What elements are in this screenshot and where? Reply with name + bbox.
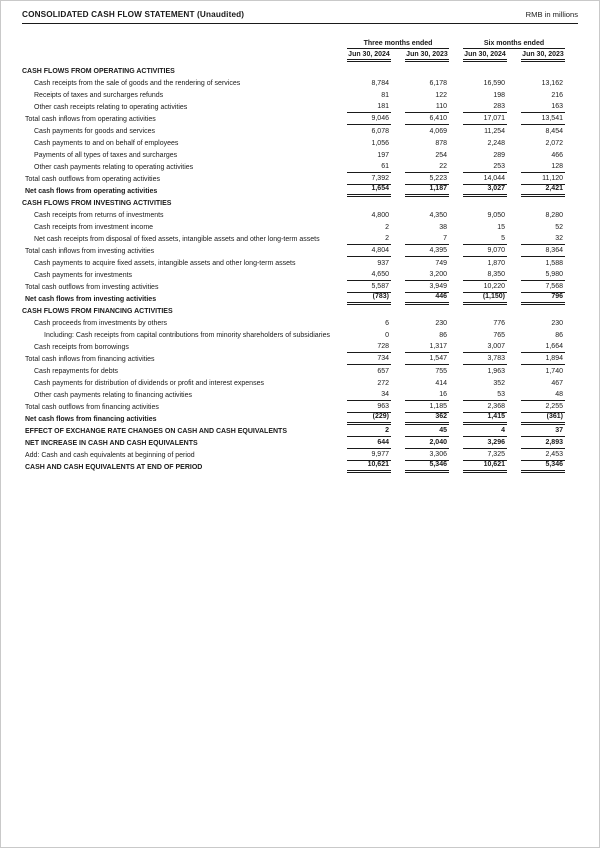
row-value: 2,248 [487,140,505,147]
column-date-header: Jun 30, 2023 [521,51,565,62]
row-value: 3,296 [463,437,507,449]
row-value: 734 [347,353,391,365]
row-value: 657 [377,368,389,375]
table-row [22,437,578,449]
row-value: 53 [463,389,507,401]
row-value: 466 [551,152,563,159]
row-value: 254 [435,152,447,159]
row-value: 878 [435,140,447,147]
table-row [22,377,578,389]
row-value: 1,185 [405,401,449,413]
row-label: Net cash flows from operating activities [25,188,158,195]
row-value: 86 [555,332,563,339]
row-value: 352 [493,380,505,387]
table-row [22,317,578,329]
table-row [22,329,578,341]
row-value: 7,325 [463,449,507,461]
row-value: 414 [435,380,447,387]
row-label: Receipts of taxes and surcharges refunds [34,92,164,99]
row-value: 10,621 [347,459,391,473]
row-value: 1,664 [521,341,565,353]
row-value: 283 [463,101,507,113]
currency-unit-note: RMB in millions [525,10,578,19]
row-value: 728 [347,341,391,353]
row-value: 2 [385,224,389,231]
row-value: 4,350 [429,212,447,219]
row-value: 1,894 [521,353,565,365]
row-label: Total cash outflows from investing activities [25,284,159,291]
table-row [22,197,578,209]
row-value: 9,050 [487,212,505,219]
row-value: 37 [521,425,565,437]
row-value: 13,541 [521,113,565,125]
row-value: 2,453 [521,449,565,461]
table-row [22,185,578,197]
row-value: 9,977 [347,449,391,461]
row-value: 2,893 [521,437,565,449]
row-label: CASH FLOWS FROM OPERATING ACTIVITIES [22,68,175,75]
row-label: Net cash flows from investing activities [25,296,157,303]
row-label: Total cash outflows from operating activities [25,176,161,183]
row-value: 4,069 [429,128,447,135]
column-date-header-row [22,51,578,62]
row-value: 22 [405,161,449,173]
row-label: Cash payments to and on behalf of employees [34,140,179,147]
table-row [22,113,578,125]
table-row [22,149,578,161]
row-value: 198 [493,92,505,99]
row-value: (361) [521,411,565,425]
row-value: 38 [439,224,447,231]
table-row [22,257,578,269]
row-value: 5 [463,233,507,245]
row-value: 796 [521,291,565,305]
period-group-header: Six months ended [463,40,565,49]
row-value: 5,223 [405,173,449,185]
row-value: 6 [385,320,389,327]
table-row [22,221,578,233]
row-label: Cash receipts from borrowings [34,344,129,351]
row-label: Cash receipts from investment income [34,224,154,231]
table-row [22,161,578,173]
row-label: Total cash inflows from operating activities [25,116,156,123]
row-value: 467 [551,380,563,387]
row-value: 963 [347,401,391,413]
row-value: (1,150) [463,291,507,305]
row-value: 1,056 [371,140,389,147]
row-value: 17,071 [463,113,507,125]
row-value: 14,044 [463,173,507,185]
row-value: 776 [493,320,505,327]
row-value: 4,804 [347,245,391,257]
row-value: 2 [347,233,391,245]
row-value: 6,078 [371,128,389,135]
row-value: 446 [405,291,449,305]
row-value: 765 [493,332,505,339]
column-date-header: Jun 30, 2024 [347,51,391,62]
row-value: 749 [435,260,447,267]
row-value: 1,415 [463,411,507,425]
row-value: 7 [405,233,449,245]
row-value: 122 [435,92,447,99]
column-date-header: Jun 30, 2023 [405,51,449,62]
row-value: 11,254 [484,128,505,135]
period-group-header-row [22,40,578,49]
row-value: 32 [521,233,565,245]
row-label: Cash payments to acquire fixed assets, intangible assets and other long-term assets [34,260,296,267]
row-value: 1,317 [405,341,449,353]
table-row [22,269,578,281]
row-value: 8,454 [545,128,563,135]
row-label: Payments of all types of taxes and surcharges [34,152,178,159]
table-row [22,425,578,437]
row-value: 8,280 [545,212,563,219]
row-value: 6,178 [429,80,447,87]
row-value: 10,621 [463,459,507,473]
row-value: 937 [377,260,389,267]
row-value: 272 [377,380,389,387]
row-label: Cash repayments for debts [34,368,119,375]
page-title: CONSOLIDATED CASH FLOW STATEMENT (Unaudited) [22,10,245,19]
row-label: Total cash inflows from financing activities [25,356,155,363]
row-value: 3,949 [405,281,449,293]
row-value: 1,963 [487,368,505,375]
table-row [22,77,578,89]
statement-header [22,10,578,24]
column-date-header: Jun 30, 2024 [463,51,507,62]
row-value: 128 [521,161,565,173]
row-value: 362 [405,411,449,425]
table-row [22,89,578,101]
row-value: 45 [405,425,449,437]
row-label: Total cash inflows from investing activities [25,248,155,255]
row-value: 163 [521,101,565,113]
row-value: 8,364 [521,245,565,257]
row-value: 16,590 [483,80,505,87]
row-value: 3,306 [405,449,449,461]
row-value: 7,568 [521,281,565,293]
row-value: 3,783 [463,353,507,365]
row-value: 2,368 [463,401,507,413]
row-value: 230 [551,320,563,327]
table-row [22,125,578,137]
table-row [22,461,578,473]
row-label: Add: Cash and cash equivalents at beginning of period [25,452,195,459]
row-value: 197 [377,152,389,159]
row-value: 1,187 [405,183,449,197]
row-value: 3,027 [463,183,507,197]
row-value: (229) [347,411,391,425]
row-value: 2,421 [521,183,565,197]
row-value: 16 [405,389,449,401]
row-label: NET INCREASE IN CASH AND CASH EQUIVALENTS [25,440,198,447]
row-label: Other cash payments relating to financing activities [34,392,192,399]
row-value: 48 [521,389,565,401]
table-row [22,413,578,425]
row-value: 3,200 [405,269,449,281]
cash-flow-table [22,65,578,473]
row-label: Cash payments for investments [34,272,133,279]
row-label: CASH FLOWS FROM INVESTING ACTIVITIES [22,200,172,207]
row-label: Cash receipts from the sale of goods and the rendering of services [34,80,241,87]
row-label: Cash proceeds from investments by others [34,320,168,327]
row-label: EFFECT OF EXCHANGE RATE CHANGES ON CASH AND CASH EQUIVALENTS [25,428,287,435]
row-label: Including: Cash receipts from capital contributions from minority shareholders of subsidiaries [44,332,330,339]
row-value: 1,547 [405,353,449,365]
row-value: 2 [347,425,391,437]
row-label: Cash payments for distribution of dividends or profit and interest expenses [34,380,264,387]
row-value: 6,410 [405,113,449,125]
table-row [22,209,578,221]
row-value: 2,072 [545,140,563,147]
row-value: 52 [555,224,563,231]
row-label: CASH FLOWS FROM FINANCING ACTIVITIES [22,308,173,315]
row-value: 5,346 [521,459,565,473]
row-value: 34 [347,389,391,401]
row-value: 216 [551,92,563,99]
row-value: 10,220 [463,281,507,293]
row-value: 86 [439,332,447,339]
row-value: 110 [405,101,449,113]
table-row [22,65,578,77]
row-value: 11,120 [521,173,565,185]
row-value: 253 [463,161,507,173]
row-value: 230 [435,320,447,327]
row-label: Cash payments for goods and services [34,128,156,135]
row-value: 7,392 [347,173,391,185]
row-value: 8,350 [463,269,507,281]
table-row [22,305,578,317]
row-value: 13,162 [541,80,563,87]
table-row [22,233,578,245]
row-label: Cash receipts from returns of investments [34,212,164,219]
row-value: 2,040 [405,437,449,449]
row-value: 4 [463,425,507,437]
row-value: 3,007 [463,341,507,353]
row-value: 5,980 [521,269,565,281]
row-value: 181 [347,101,391,113]
row-value: 5,346 [405,459,449,473]
row-value: 755 [435,368,447,375]
row-value: 8,784 [371,80,389,87]
row-value: 2,255 [521,401,565,413]
row-label: Other cash receipts relating to operating activities [34,104,188,111]
row-value: 1,870 [487,260,505,267]
row-value: 289 [493,152,505,159]
period-group-header: Three months ended [347,40,449,49]
row-value: 5,587 [347,281,391,293]
table-row [22,341,578,353]
row-value: 4,650 [347,269,391,281]
table-row [22,389,578,401]
row-value: 0 [385,332,389,339]
row-value: 1,588 [545,260,563,267]
table-row [22,353,578,365]
row-value: 61 [347,161,391,173]
row-label: CASH AND CASH EQUIVALENTS AT END OF PERIOD [25,464,203,471]
row-value: 15 [497,224,505,231]
row-label: Total cash outflows from financing activities [25,404,159,411]
row-value: 81 [381,92,389,99]
table-row [22,365,578,377]
table-row [22,101,578,113]
row-value: 1,740 [545,368,563,375]
row-label: Other cash payments relating to operating activities [34,164,194,171]
table-row [22,293,578,305]
row-label: Net cash flows from financing activities [25,416,157,423]
row-value: (783) [347,291,391,305]
row-value: 4,395 [405,245,449,257]
row-value: 9,070 [463,245,507,257]
row-value: 9,046 [347,113,391,125]
row-value: 4,800 [371,212,389,219]
row-value: 1,654 [347,183,391,197]
row-value: 644 [347,437,391,449]
table-row [22,245,578,257]
row-label: Net cash receipts from disposal of fixed assets, intangible assets and other long-term assets [34,236,320,243]
table-row [22,137,578,149]
